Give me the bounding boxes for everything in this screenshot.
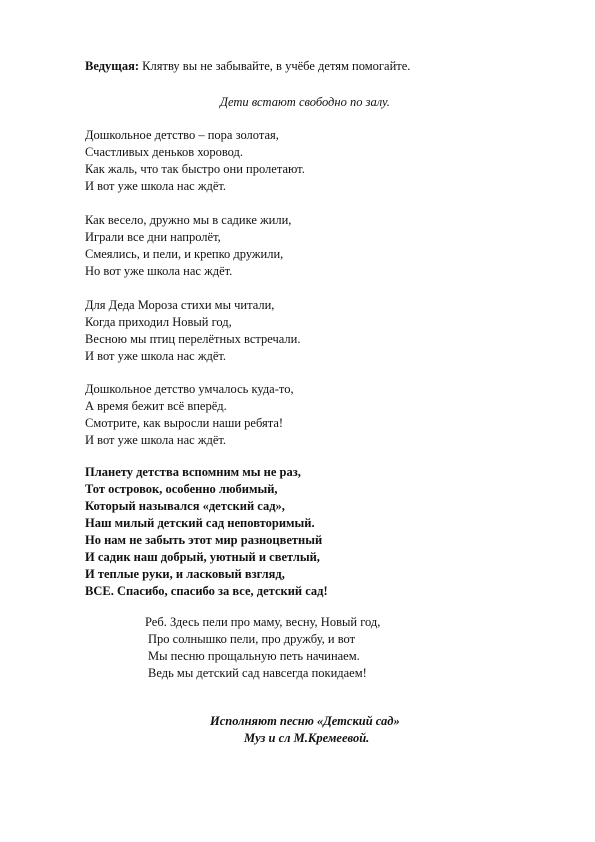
stanza-4-line-3: Смотрите, как выросли наши ребята! xyxy=(85,416,284,430)
stanza-3-line-2: Когда приходил Новый год, xyxy=(85,315,232,329)
stanza-2-line-3: Смеялись, и пели, и крепко дружили, xyxy=(85,247,284,261)
bold-stanza-line-3: Который назывался «детский сад», xyxy=(85,499,285,513)
stanza-3-line-3: Весною мы птиц перелётных встречали. xyxy=(85,332,301,346)
bold-stanza-line-2: Тот островок, особенно любимый, xyxy=(85,482,278,496)
bold-stanza-line-6: И садик наш добрый, уютный и светлый, xyxy=(85,550,320,564)
bold-stanza-line-4: Наш милый детский сад неповторимый. xyxy=(85,516,315,530)
song-credit: Муз и сл М.Кремеевой. xyxy=(244,731,370,745)
speaker-label: Ведущая: xyxy=(85,59,140,73)
stanza-4-line-1: Дошкольное детство умчалось куда-то, xyxy=(85,382,294,396)
stanza-2-line-2: Играли все дни напролёт, xyxy=(85,230,221,244)
stanza-3-line-1: Для Деда Мороза стихи мы читали, xyxy=(85,298,275,312)
stanza-4-line-4: И вот уже школа нас ждёт. xyxy=(85,433,227,447)
stanza-1-line-2: Счастливых деньков хоровод. xyxy=(85,145,244,159)
refrain-line-2: Про солнышко пели, про дружбу, и вот xyxy=(148,632,356,646)
stanza-3-line-4: И вот уже школа нас ждёт. xyxy=(85,349,227,363)
bold-stanza-line-8: ВСЕ. Спасибо, спасибо за все, детский сад! xyxy=(85,584,328,598)
speaker-line xyxy=(85,58,410,75)
stanza-2-line-1: Как весело, дружно мы в садике жили, xyxy=(85,213,292,227)
stanza-1-line-3: Как жаль, что так быстро они пролетают. xyxy=(85,162,305,176)
bold-stanza-line-5: Но нам не забыть этот мир разноцветный xyxy=(85,533,323,547)
refrain-line-3: Мы песню прощальную петь начинаем. xyxy=(148,649,360,663)
refrain-line-4: Ведь мы детский сад навсегда покидаем! xyxy=(148,666,367,680)
refrain-line-1: Реб. Здесь пели про маму, весну, Новый год, xyxy=(145,615,381,629)
stanza-1-line-4: И вот уже школа нас ждёт. xyxy=(85,179,227,193)
stanza-1-line-1: Дошкольное детство – пора золотая, xyxy=(85,128,279,142)
stanza-4-line-2: А время бежит всё вперёд. xyxy=(85,399,227,413)
song-title: Исполняют песню «Детский сад» xyxy=(210,714,400,728)
stanza-2-line-4: Но вот уже школа нас ждёт. xyxy=(85,264,233,278)
bold-stanza-line-1: Планету детства вспомним мы не раз, xyxy=(85,465,301,479)
speaker-text: Клятву вы не забывайте, в учёбе детям помогайте. xyxy=(142,59,411,73)
stage-direction: Дети встают свободно по залу. xyxy=(220,95,390,109)
bold-stanza-line-7: И теплые руки, и ласковый взгляд, xyxy=(85,567,285,581)
